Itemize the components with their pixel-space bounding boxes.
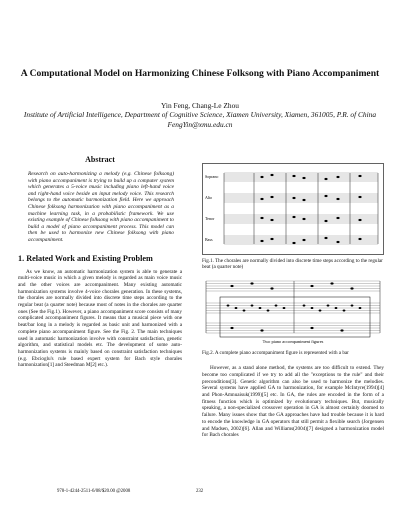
footer-isbn: 978-1-4244-2511-6/08/$20.00 @2008 xyxy=(57,489,131,494)
page-number: 232 xyxy=(196,489,204,494)
right-column xyxy=(202,163,384,439)
paper-title: A Computational Model on Harmonizing Chinese Folksong with Piano Accompaniment xyxy=(20,68,380,79)
author-block xyxy=(20,101,380,129)
section-text: As we know, an automatic harmonization system is able to generate a multi-voice music in which a given melody is regarded as main voice music and the other voices are accompaniment. Many existing automatic harmonization systems involve 4-voice chorales generation. In these systems, the chorales are normally divided into discrete time steps according to the regular beat (a quarter note) because most of notes in the chorales are quarter ones (See the Fig.1). However, a piano accompaniment score consists of many complicated accompaniment figures. It means that a musical piece with one beat/bar long in a melody is regarded as basic unit and harmonized with a complete piano accompaniment figure. See the Fig. 2. The main techniques used in automatic harmonization involve with constraint satisfaction, genetic algorithm, and statistical models etc. The development of some auto-harmonization systems is mainly based on constraint satisfaction techniques (e.g. Ebcioglu's rule based expert system for Bach style chorales harmonization[1] and Steedman M[2] etc.). xyxy=(18,268,182,369)
abstract-text: Research on auto-harmonizing a melody (e.g. Chinese folksong) with piano accompaniment is trying to build up a computer system which generates a 5-voice music including piano left-hand voice and right-hand voice beside an input melody voice. This research belongs to the automatic harmonization field. Here we approach Chinese folksong harmonization with piano accompaniment as a machine learning task, in a probabilistic framework. We use existing example of Chinese folksong with piano accompaniment to build a model of piano accompaniment process. This model can then be used to harmonize new Chinese folksong with piano accompaniment. xyxy=(28,171,174,243)
email: FengYin@xmu.edu.cn xyxy=(167,119,233,129)
section-heading: 1. Related Work and Existing Problem xyxy=(18,253,153,263)
staff-label-tenor: Tenor xyxy=(205,216,215,221)
staff-label-alto: Alto xyxy=(205,195,213,200)
figure-1-chorale-score xyxy=(202,163,384,255)
staff-label-soprano: Soprano xyxy=(205,174,219,179)
abstract-heading: Abstract xyxy=(85,155,115,164)
staff-label-bass: Bass xyxy=(205,237,213,242)
left-column xyxy=(18,155,182,369)
figure-2-piano-score xyxy=(202,277,384,347)
figure-2-inner-label: Two piano accompaniment figures xyxy=(262,338,324,344)
right-column-text: However, as a stand alone method, the systems are too difficult to extend. They become too complicated if we try to add all the "exceptions to the rule" and their preconditions[3]. Genetic algorithm can also be used to harmonize the melodies. Several systems have applied GA to harmonization, for example McIntyre(1994)[4] and Phon-Amnuaisuk(1999)[5] etc. In GA, the rules are encoded in the form of a fitness function which is optimized by evolutionary techniques. But, musically speaking, a non-specialized crossover operation in GA is almost certainly doomed to failure. Many issues show that the GA approaches have had trouble because it is hard to encode the knowledge in GA operators that still permit a flexible search (Jorgensen and Madsen, 2002)[6]. Allan and Williams(2004)[7] designed a harmonization model for Bach chorales xyxy=(202,365,384,439)
authors: Yin Feng, Chang-Le Zhou xyxy=(160,101,239,110)
affiliation: Institute of Artificial Intelligence, Department of Cognitive Science, Xiamen University, Xiamen, 361005, P.R. of China xyxy=(23,110,377,120)
figure-2-caption: Fig.2. A complete piano accompaniment figure is represented with a bar xyxy=(202,349,349,356)
figure-1-caption: Fig.1. The chorales are normally divided into discrete time steps according to the regular beat (a quarter note) xyxy=(202,258,383,271)
